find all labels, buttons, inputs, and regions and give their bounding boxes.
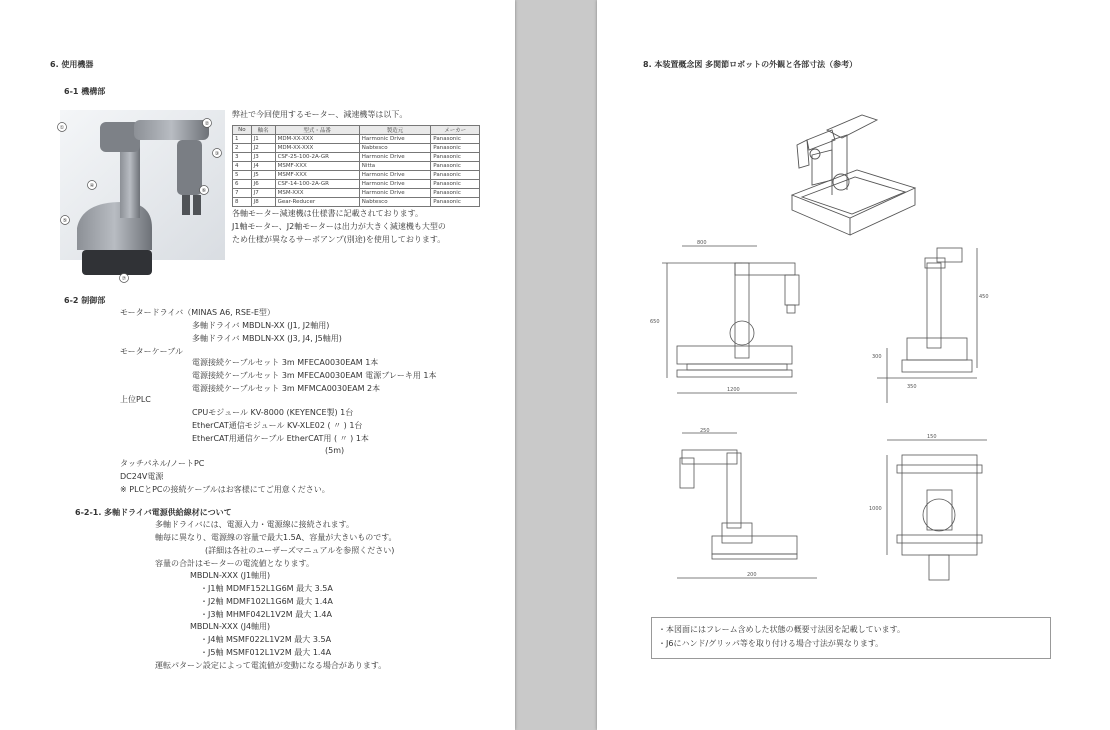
spec-table-header: No 軸名 型式・品番 製造元 メーカー [233,126,480,135]
spec-note-2: J1軸モーター、J2軸モーターは出力が大きく減速機も大型の [232,222,446,231]
subsection-title-mechanism: 6-1 機構部 [64,87,106,96]
driver-line: MBDLN-XXX (J1軸用) [190,571,271,580]
table-row: 6 J6 CSF-14-100-2A-GR Harmonic Drive Panasonic [233,180,480,189]
robot-isometric-drawing [787,100,922,240]
callout-2: ② [204,121,210,127]
subsection-title-control: 6-2 制御部 [64,296,106,305]
dim-label: 150 [927,434,937,440]
control-item: EtherCAT通信モジュール KV-XLE02 ( 〃 ) 1台 [192,421,363,430]
driver-line: ・J1軸 MDMF152L1G6M 最大 3.5A [200,584,333,593]
spec-note-3: ため仕様が異なるサーボアンプ(別途)を使用しております。 [232,235,446,244]
callout-1: ① [59,125,65,131]
note-box [651,617,1051,659]
driver-line: ・J3軸 MHMF042L1V2M 最大 1.4A [200,610,332,619]
subsection-title-driver: 6-2-1. 多軸ドライバ電源供給線材について [75,508,232,517]
control-item: DC24V電源 [120,472,164,481]
table-row: 5 J5 MSMF-XXX Harmonic Drive Panasonic [233,171,480,180]
driver-line: (詳細は各社のユーザーズマニュアルを参照ください) [205,546,395,555]
dim-label: 1000 [869,506,882,512]
callout-4: ④ [89,183,95,189]
dim-label: 350 [907,384,917,390]
control-item: モータードライバ（MINAS A6, RSE-E型） [120,308,275,317]
table-row: 3 J3 CSF-25-100-2A-GR Harmonic Drive Panasonic [233,153,480,162]
control-item: (5m) [325,446,345,455]
driver-line: ・J5軸 MSMF012L1V2M 最大 1.4A [200,648,332,657]
dim-label: 200 [747,572,757,578]
control-item: 多軸ドライバ MBDLN-XX (J1, J2軸用) [192,321,330,330]
table-row: 2 J2 MDM-XX-XXX Nabtesco Panasonic [233,144,480,153]
robot-front-view [647,238,857,406]
callout-7: ⑦ [121,276,127,282]
callout-5: ⑤ [62,218,68,224]
table-row: 1 J1 MDM-XX-XXX Harmonic Drive Panasonic [233,135,480,144]
dim-label: 250 [700,428,710,434]
callout-6: ⑥ [201,188,207,194]
control-item: EtherCAT用通信ケーブル EtherCAT用 ( 〃 ) 1本 [192,434,369,443]
spec-note-1: 各軸モーター減速機は仕様書に記載されております。 [232,209,424,218]
robot-side-view [867,238,1007,408]
note-line-1: ・本図面にはフレーム含めした状態の概要寸法図を記載しています。 [658,625,906,634]
table-row: 8 J8 Gear-Reducer Nabtesco Panasonic [233,198,480,207]
driver-line: 軸毎に異なり、電源線の容量で最大1.5A、容量が大きいものです。 [155,533,397,542]
driver-line: ・J4軸 MSMF022L1V2M 最大 3.5A [200,635,332,644]
control-item: 電源接続ケーブルセット 3m MFMCA0030EAM 2本 [192,384,381,393]
control-item: 電源接続ケーブルセット 3m MFECA0030EAM 1本 [192,358,379,367]
callout-3: ③ [214,151,220,157]
control-item: モーターケーブル [120,347,183,356]
table-row: 4 J4 MSMF-XXX Nitta Panasonic [233,162,480,171]
dim-label: 650 [650,319,660,325]
dim-label: 1200 [727,387,740,393]
document-page-left [0,0,515,730]
robot-plan-view [867,430,1002,595]
note-line-2: ・J6にハンド/グリッパ等を取り付ける場合寸法が異なります。 [658,639,884,648]
control-item: ※ PLCとPCの接続ケーブルはお客様にてご用意ください。 [120,485,330,494]
driver-line: ・J2軸 MDMF102L1G6M 最大 1.4A [200,597,333,606]
control-item: タッチパネル/ノートPC [120,459,205,468]
control-item: 多軸ドライバ MBDLN-XX (J3, J4, J5軸用) [192,334,342,343]
section-title: 6. 使用機器 [50,60,94,69]
dim-label: 300 [872,354,882,360]
table-row: 7 J7 MSM-XXX Harmonic Drive Panasonic [233,189,480,198]
driver-line: 多軸ドライバには、電源入力・電源線に接続されます。 [155,520,354,529]
spec-intro: 弊社で今回使用するモーター、減速機等は以下。 [232,110,408,119]
section-title-drawings: 8. 本装置概念図 多関節ロボットの外観と各部寸法（参考） [643,60,858,69]
control-item: CPUモジュール KV-8000 (KEYENCE製) 1台 [192,408,354,417]
dim-label: 450 [979,294,989,300]
driver-line: MBDLN-XXX (J4軸用) [190,622,271,631]
robot-arm-render [52,110,227,285]
robot-top-view [652,428,827,588]
driver-line: 容量の合計はモーターの電流値となります。 [155,559,315,568]
dim-label: 800 [697,240,707,246]
spec-table [232,125,480,207]
control-item: 上位PLC [120,395,151,404]
driver-line: 運転パターン設定によって電流値が変動になる場合があります。 [155,661,387,670]
control-item: 電源接続ケーブルセット 3m MFECA0030EAM 電源ブレーキ用 1本 [192,371,437,380]
